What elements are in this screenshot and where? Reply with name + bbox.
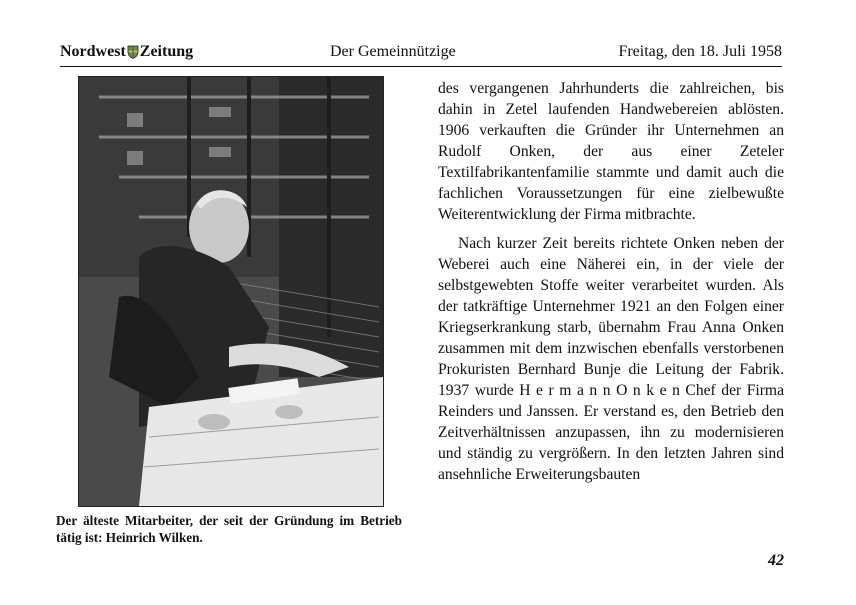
issue-date: Freitag, den 18. Juli 1958 [618,43,782,60]
article-paragraph-1: des vergangenen Jahrhunderts die zahlreichen, bis dahin in Zetel laufenden Handwebereien ablösten. 1906 verkauften die Gründer ihr Unternehmen an Rudolf Onken, der aus einer Zeteler Textilfabrikantenfamilie stammte und damit auch die fachlichen Voraussetzungen für eine zielbewußte Weiterentwicklung der Firma mitbrachte. [438,80,784,223]
article-body [438,78,784,485]
weaving-photo [78,76,384,507]
newspaper-brand [60,39,193,68]
page-number: 42 [768,552,784,569]
crest-icon [127,42,139,68]
brand-name-right: Zeitung [139,43,194,60]
section-title: Der Gemeinnützige [330,43,456,60]
article-paragraph-2: Nach kurzer Zeit bereits richtete Onken neben der Weberei auch eine Näherei ein, in der viele der selbstgewebten Stoffe weiter verarbeitet wurden. Als der tatkräftige Unternehmer 1921 an den Folgen einer Kriegserkrankung starb, übernahm Frau Anna Onken zusammen mit dem inzwischen ebenfalls verstorbenen Prokuristen Bernhard Bunje die Leitung der Fabrik. 1937 wurde H e r m a n n O n k e n Chef der Firma Reinders und Janssen. Er verstand es, den Betrieb den Zeitverhältnissen anzupassen, ihn zu modernisieren und ständig zu vergrößern. In den letzten Jahren sind ansehnliche Erweiterungsbauten [438,235,784,483]
masthead [60,39,782,65]
brand-name-left: Nordwest [60,43,126,60]
photo-caption: Der älteste Mitarbeiter, der seit der Gründung im Betrieb tätig ist: Heinrich Wilken. [56,513,402,545]
header-rule [60,66,782,67]
